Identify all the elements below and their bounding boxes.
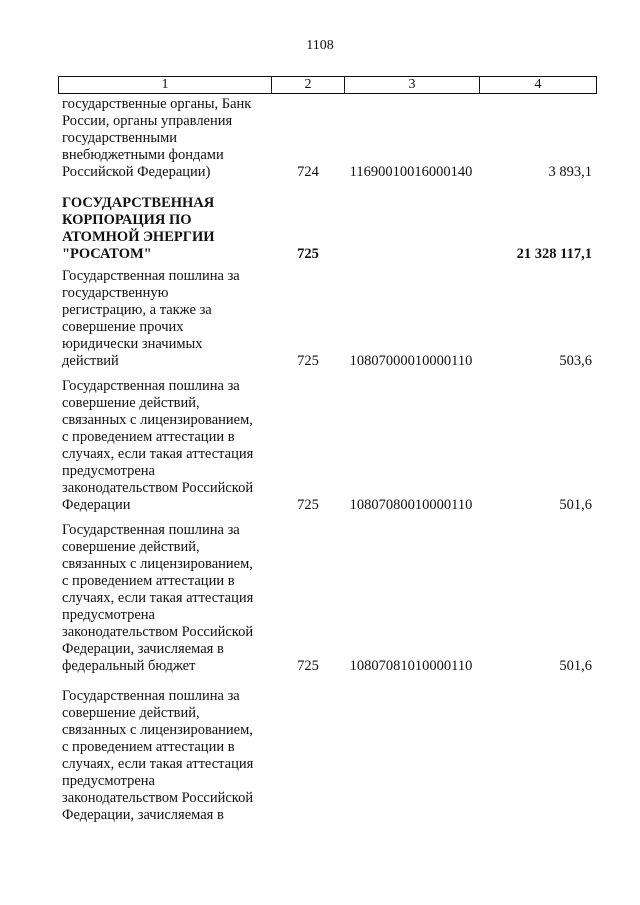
row-kbk-code: 11690010016000140 xyxy=(349,164,473,180)
description-line: юридически значимых xyxy=(62,336,203,352)
row-description xyxy=(62,96,262,181)
header-col-2: 2 xyxy=(272,77,345,94)
description-line: действий xyxy=(62,353,119,369)
header-col-4: 4 xyxy=(480,77,597,94)
description-line: с проведением аттестации в xyxy=(62,739,235,755)
description-line: КОРПОРАЦИЯ ПО xyxy=(62,212,192,228)
description-line: совершение действий, xyxy=(62,705,200,721)
description-line: случаях, если такая аттестация xyxy=(62,756,254,772)
row-description xyxy=(62,195,262,263)
row-amount: 21 328 117,1 xyxy=(516,246,592,262)
description-line: Государственная пошлина за xyxy=(62,268,240,284)
description-line: Российской Федерации) xyxy=(62,164,211,180)
row-amount: 501,6 xyxy=(559,497,592,513)
row-amount: 501,6 xyxy=(559,658,592,674)
row-amount: 3 893,1 xyxy=(548,164,592,180)
description-line: законодательством Российской xyxy=(62,790,254,806)
row-kbk-code: 10807081010000110 xyxy=(349,658,473,674)
page-number: 1108 xyxy=(306,38,334,53)
description-line: предусмотрена xyxy=(62,773,155,789)
row-admin-code: 725 xyxy=(297,353,319,369)
description-line: федеральный бюджет xyxy=(62,658,196,674)
row-admin-code: 724 xyxy=(297,164,319,180)
row-description xyxy=(62,688,262,824)
description-line: "РОСАТОМ" xyxy=(62,246,152,262)
description-line: с проведением аттестации в xyxy=(62,429,235,445)
description-line: России, органы управления xyxy=(62,113,233,129)
description-line: связанных с лицензированием, xyxy=(62,556,253,572)
row-description xyxy=(62,268,262,370)
description-line: с проведением аттестации в xyxy=(62,573,235,589)
description-line: законодательством Российской xyxy=(62,480,254,496)
description-line: государственными xyxy=(62,130,178,146)
description-line: связанных с лицензированием, xyxy=(62,722,253,738)
row-amount: 503,6 xyxy=(559,353,592,369)
description-line: случаях, если такая аттестация xyxy=(62,590,254,606)
description-line: связанных с лицензированием, xyxy=(62,412,253,428)
row-kbk-code: 10807000010000110 xyxy=(349,353,473,369)
row-admin-code: 725 xyxy=(297,246,319,262)
row-admin-code: 725 xyxy=(297,497,319,513)
description-line: случаях, если такая аттестация xyxy=(62,446,254,462)
description-line: Федерации, зачисляемая в xyxy=(62,807,224,823)
description-line: совершение действий, xyxy=(62,539,200,555)
description-line: законодательством Российской xyxy=(62,624,254,640)
description-line: Федерации xyxy=(62,497,131,513)
row-admin-code: 725 xyxy=(297,658,319,674)
description-line: Государственная пошлина за xyxy=(62,522,240,538)
row-kbk-code: 10807080010000110 xyxy=(349,497,473,513)
description-line: регистрацию, а также за xyxy=(62,302,212,318)
row-description xyxy=(62,378,262,514)
description-line: внебюджетными фондами xyxy=(62,147,224,163)
description-line: предусмотрена xyxy=(62,463,155,479)
description-line: предусмотрена xyxy=(62,607,155,623)
description-line: совершение действий, xyxy=(62,395,200,411)
description-line: государственные органы, Банк xyxy=(62,96,252,112)
description-line: совершение прочих xyxy=(62,319,184,335)
description-line: Государственная пошлина за xyxy=(62,378,240,394)
description-line: государственную xyxy=(62,285,169,301)
row-description xyxy=(62,522,262,675)
table-header xyxy=(58,76,597,94)
header-col-3: 3 xyxy=(345,77,480,94)
description-line: Государственная пошлина за xyxy=(62,688,240,704)
description-line: АТОМНОЙ ЭНЕРГИИ xyxy=(62,229,215,245)
description-line: Федерации, зачисляемая в xyxy=(62,641,224,657)
description-line: ГОСУДАРСТВЕННАЯ xyxy=(62,195,215,211)
header-col-1: 1 xyxy=(59,77,272,94)
